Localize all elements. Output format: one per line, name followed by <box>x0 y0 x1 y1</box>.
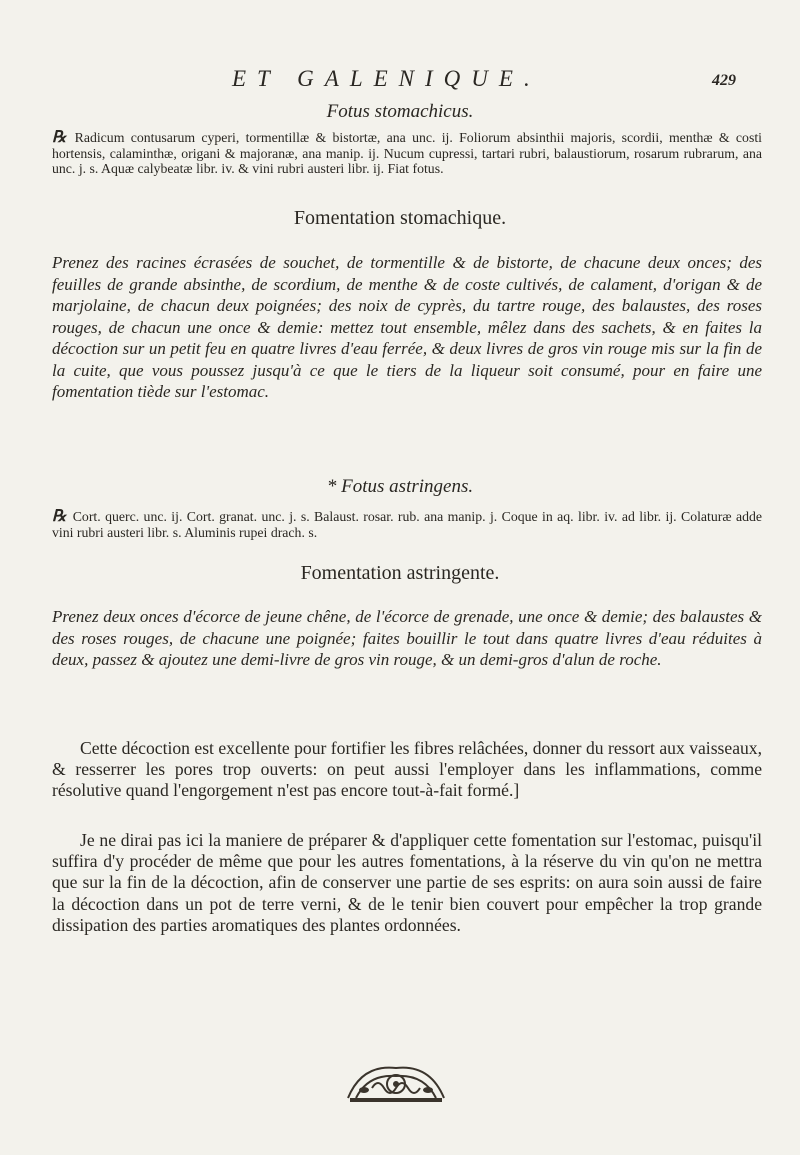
body-paragraph: Je ne dirai pas ici la maniere de préparer & d'appliquer cette fomentation sur l'estomac, puisqu'il suffira d'y procéder de même que pour les autres fomentations, à la réserve du vin qu'on ne mettra que sur la fin de la décoction, afin de conserver une partie de ses esprits: on aura soin aussi de faire la décoction dans un pot de terre verni, & de le tenir bien couvert pour empêcher la trop grande dissipation des parties aromatiques des plantes ordonnées. <box>52 830 762 935</box>
recipe-mark: ℞ <box>52 129 67 146</box>
heading-fomentation-astringente: Fomentation astringente. <box>300 562 500 584</box>
running-title: ET GALENIQUE. <box>232 66 541 91</box>
latin-recipe-astringens <box>52 509 762 540</box>
latin-recipe-text: Radicum contusarum cyperi, tormentillæ & bistortæ, ana unc. ij. Foliorum absinthii majoris, scordii, menthæ & costi hortensis, calaminthæ, origani & majoranæ, ana manip. ij. Nucum cupressi, tartari rubri, balaustiorum, rosarum rubrarum, ana unc. j. s. Aquæ calybeatæ libr. iv. & vini rubri austeri libr. ij. Fiat fotus. <box>52 130 762 176</box>
french-recipe-astringente: Prenez deux onces d'écorce de jeune chêne, de l'écorce de grenade, une once & demie; des balaustes & des roses rouges, de chacune une poignée; faites bouillir le tout dans quatre livres d'eau réduites à deux, passez & ajoutez une demi-livre de gros vin rouge, & un demi-gros d'alun de roche. <box>52 607 762 669</box>
recipe-mark: ℞ <box>52 508 67 525</box>
section-title-fotus-stomachicus: Fotus stomachicus. <box>326 101 474 122</box>
heading-fomentation-stomachique: Fomentation stomachique. <box>293 207 507 229</box>
body-paragraph: Cette décoction est excellente pour fortifier les fibres relâchées, donner du ressort aux vaisseaux, & resserrer les pores trop ouverts: on peut aussi l'employer dans les inflammations, comme résolutive quand l'engorgement n'est pas encore tout-à-fait formé.] <box>52 738 762 801</box>
latin-recipe-text: Cort. querc. unc. ij. Cort. granat. unc. j. s. Balaust. rosar. rub. ana manip. j. Coque in aq. libr. iv. ad libr. ij. Colaturæ adde vini rubri austeri libr. s. Aluminis rupei drach. s. <box>52 509 763 540</box>
page-number: 429 <box>712 72 736 89</box>
latin-recipe-stomachicus <box>52 130 762 177</box>
section-title-fotus-astringens: * Fotus astringens. <box>326 476 474 497</box>
printers-ornament-icon <box>342 1058 450 1106</box>
running-head <box>0 66 800 96</box>
french-recipe-stomachique: Prenez des racines écrasées de souchet, de tormentille & de bistorte, de chacune deux onces; des feuilles de grande absinthe, de scordium, de menthe & de coste cultivés, de calament, d'origan & de marjolaine, de chacun deux poignées; des noix de cyprès, du tartre rouge, des balaustes, des roses rouges, de chacun une once & demie: mettez tout ensemble, mêlez dans des sachets, & en faites la décoction sur un petit feu en quatre livres d'eau ferrée, & deux livres de gros vin rouge mis sur la fin de la cuite, que vous poussez jusqu'à ce que le tiers de la liqueur soit consumé, pour en faire une fomentation tiède sur l'estomac. <box>52 253 762 401</box>
